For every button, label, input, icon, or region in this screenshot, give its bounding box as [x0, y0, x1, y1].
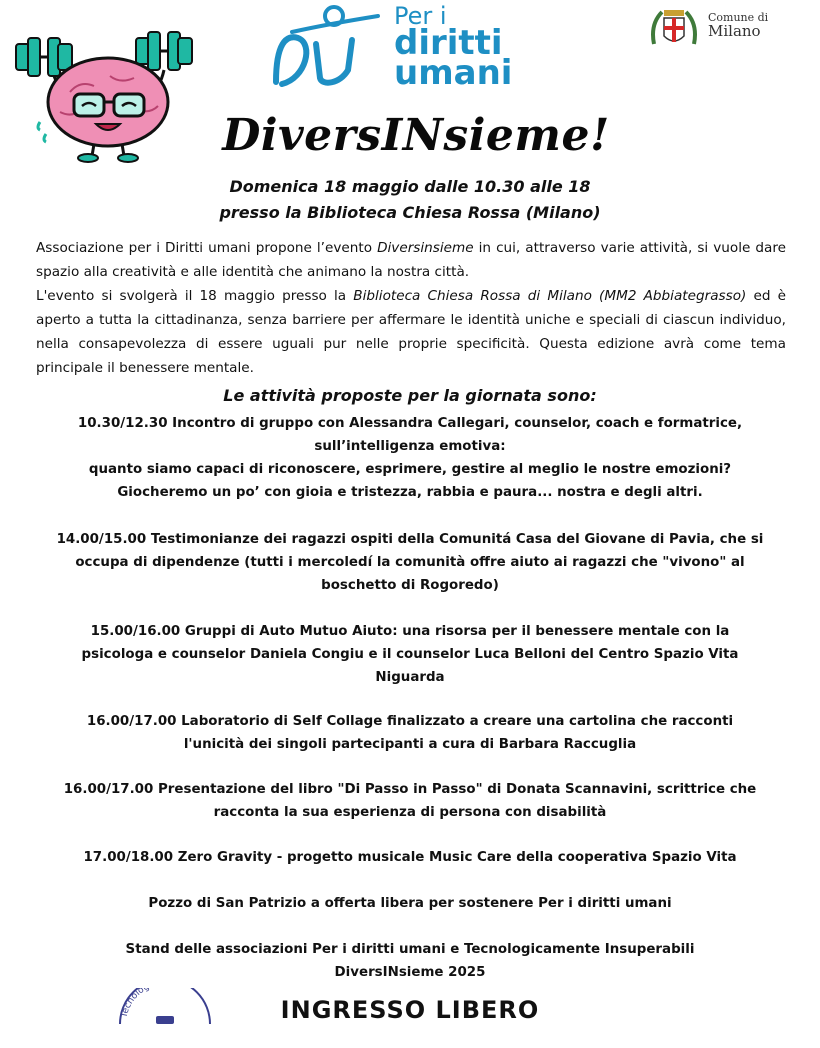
activity-line: Niguarda [375, 670, 445, 685]
activity-line: quanto siamo capaci di riconoscere, esprimere, gestire al meglio le nostre emozioni? [88, 462, 732, 477]
activity-item [14, 892, 806, 915]
activity-line: Giocheremo un po’ con gioia e tristezza, rabbia e paura... nostra e degli altri. [117, 485, 703, 500]
activity-item [14, 778, 806, 824]
du-logo-line2: diritti [394, 22, 503, 63]
intro-paragraph [36, 236, 786, 380]
intro-event-name: Diversinsieme [377, 240, 474, 256]
intro-text: ed è aperto a tutta la cittadinanza, senza barriere per affermare le identità uniche e speciali di ciascun individuo, nella consapevolezza di essere uguali pur nelle proprie specificità. Questa edizione avrà come tema principale il benessere mentale. [36, 288, 786, 376]
activities-heading: Le attività proposte per la giornata sono: [223, 386, 597, 405]
du-logo-mark [268, 4, 388, 90]
event-title: DiversINsieme! [222, 110, 610, 161]
activity-line: 14.00/15.00 Testimonianze dei ragazzi ospiti della Comunitá Casa del Giovane di Pavia, che si [56, 532, 764, 547]
activity-line: boschetto di Rogoredo) [321, 578, 499, 593]
activity-line: occupa di dipendenze (tutti i mercoledí la comunità offre aiuto ai ragazzi che "vivono" al [75, 555, 745, 570]
brain-mascot-illustration [10, 14, 200, 164]
activity-item [14, 938, 806, 984]
activity-line: 15.00/16.00 Gruppi di Auto Mutuo Aiuto: una risorsa per il benessere mentale con la [90, 624, 730, 639]
activity-item [14, 528, 806, 597]
milano-logo-line2: Milano [708, 21, 761, 40]
activity-line: 16.00/17.00 Laboratorio di Self Collage finalizzato a creare una cartolina che racconti [86, 714, 734, 729]
event-venue-line: presso la Biblioteca Chiesa Rossa (Milano) [219, 203, 601, 222]
activity-line: DiversINsieme 2025 [334, 965, 486, 980]
intro-text: in cui, attraverso varie attività, si vuole dare spazio alla creatività e alle identità che animano la nostra città. [36, 240, 786, 280]
activity-item [14, 620, 806, 689]
bottom-logo-text: Tecnolo [119, 988, 147, 1019]
event-datetime [80, 174, 740, 226]
per-i-diritti-umani-logo [268, 2, 558, 94]
intro-venue-name: Biblioteca Chiesa Rossa di Milano (MM2 Abbiategrasso) [353, 288, 747, 304]
intro-text: Associazione per i Diritti umani propone l’evento [36, 240, 378, 256]
activity-line: Stand delle associazioni Per i diritti umani e Tecnologicamente Insuperabili [125, 942, 695, 957]
activity-item [14, 846, 806, 869]
activity-line: racconta la sua esperienza di persona con disabilità [213, 805, 607, 820]
activity-line: l'unicità dei singoli partecipanti a cura di Barbara Raccuglia [183, 737, 637, 752]
activity-line: 10.30/12.30 Incontro di gruppo con Alessandra Callegari, counselor, coach e formatrice, [77, 416, 743, 431]
milano-logo-line1: Comune di [708, 11, 769, 24]
activity-line: Pozzo di San Patrizio a offerta libera per sostenere Per i diritti umani [148, 896, 672, 911]
milano-crest-icon [648, 4, 700, 54]
activity-line: 17.00/18.00 Zero Gravity - progetto musicale Music Care della cooperativa Spazio Vita [83, 850, 737, 865]
activity-line: 16.00/17.00 Presentazione del libro "Di Passo in Passo" di Donata Scannavini, scrittrice che [63, 782, 757, 797]
activity-item [14, 412, 806, 504]
free-entry-banner: INGRESSO LIBERO [280, 996, 540, 1024]
du-logo-line1: Per i [394, 2, 447, 30]
du-logo-line3: umani [394, 53, 513, 94]
event-date-line: Domenica 18 maggio dalle 10.30 alle 18 [229, 177, 591, 196]
comune-di-milano-logo [648, 4, 778, 54]
activity-line: sull’intelligenza emotiva: [314, 439, 506, 454]
intro-text: L'evento si svolgerà il 18 maggio presso la [36, 288, 354, 304]
activity-line: psicologa e counselor Daniela Congiu e il counselor Luca Belloni del Centro Spazio Vita [81, 647, 739, 662]
activity-item [14, 710, 806, 756]
